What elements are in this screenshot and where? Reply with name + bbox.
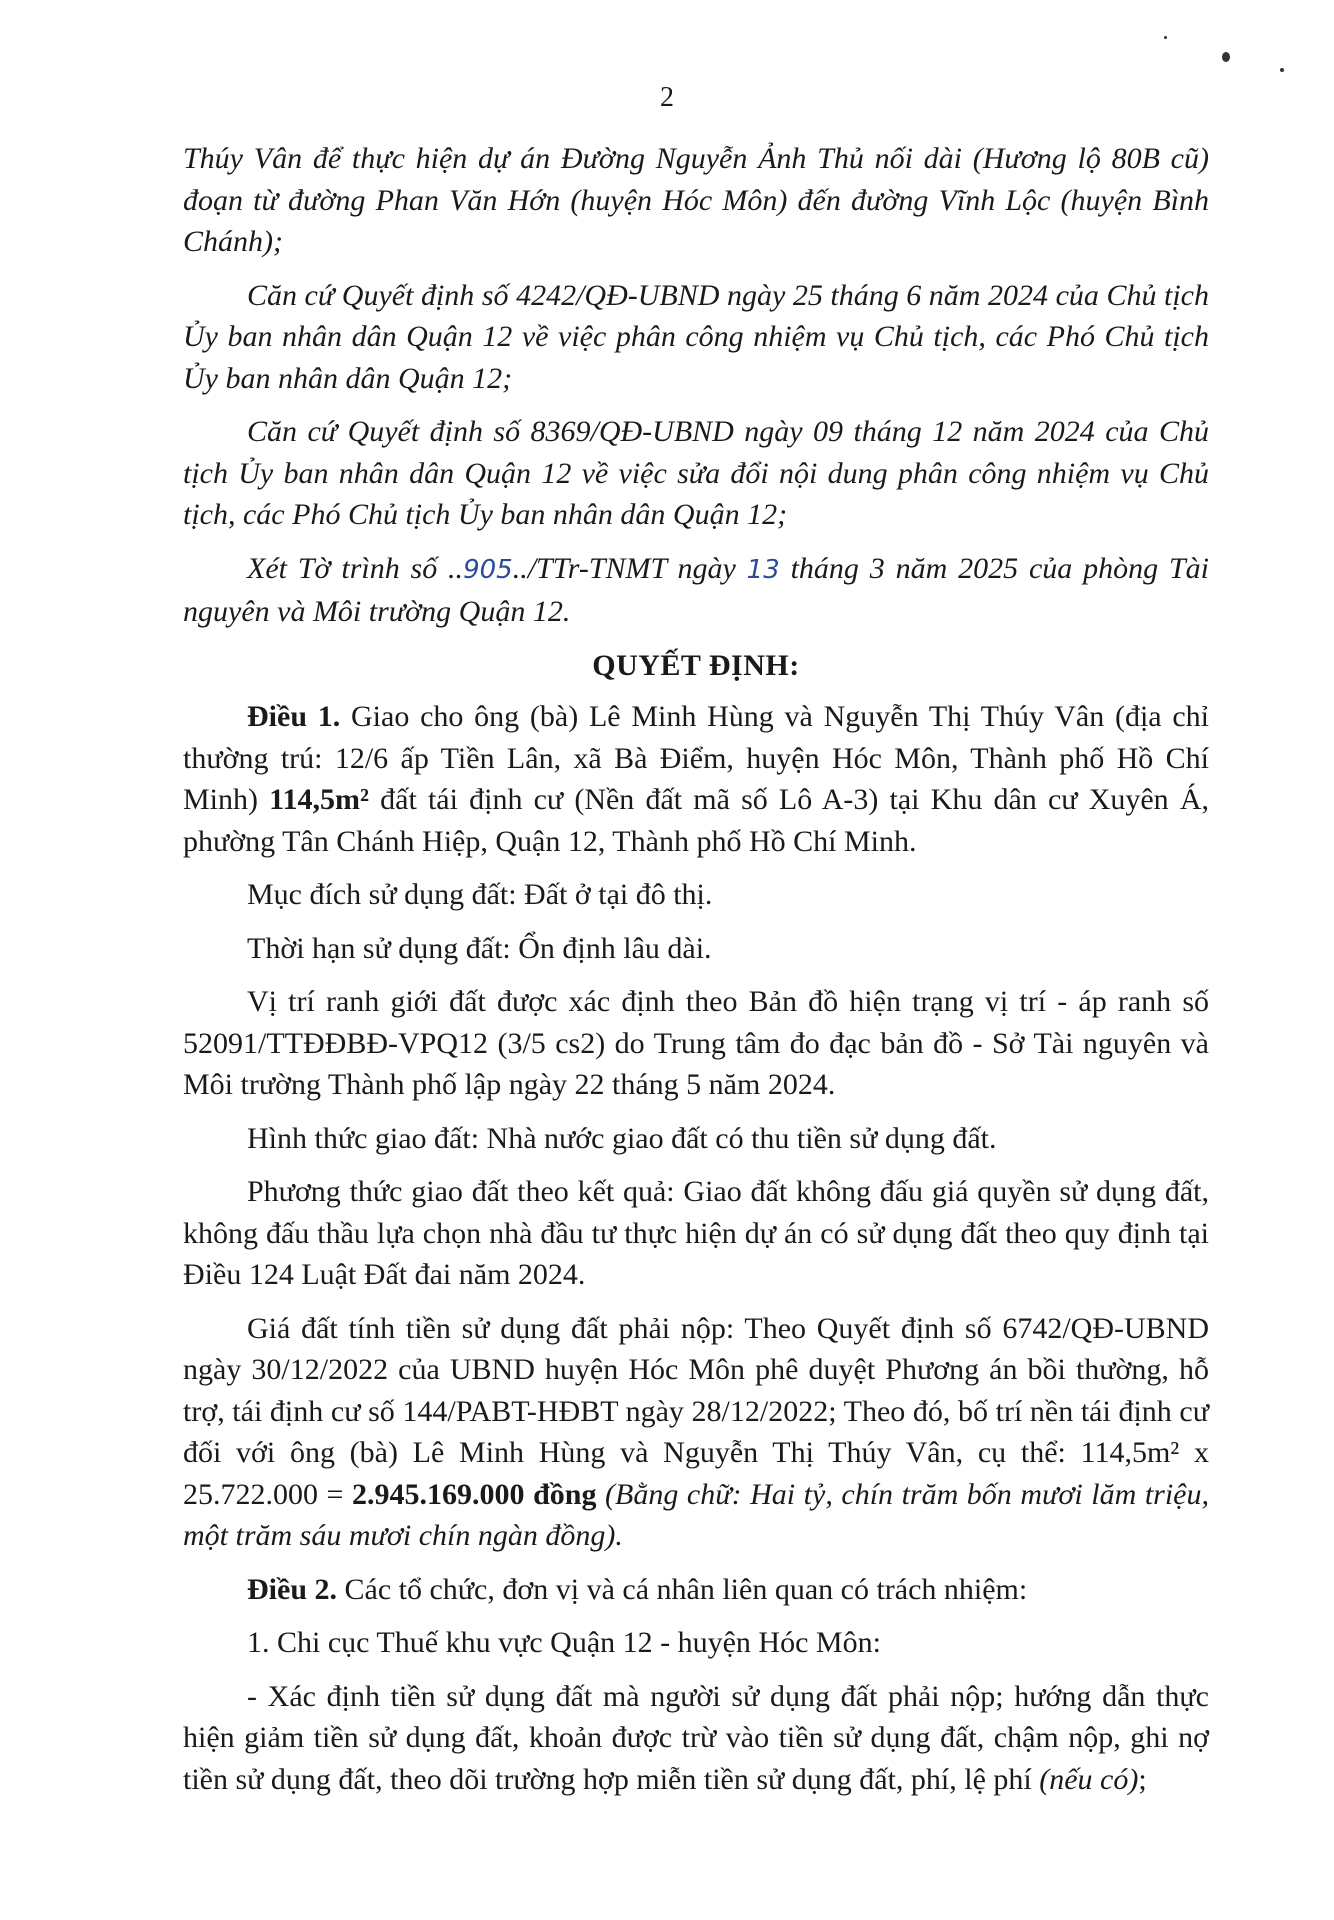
price-in-words: (Bằng chữ: Hai tỷ, chín trăm bốn mươi lăm triệu, một trăm sáu mươi chín ngàn đồng). (183, 1477, 1210, 1552)
article-2: Điều 2. Các tổ chức, đơn vị và cá nhân liên quan có trách nhiệm: (247, 1572, 1028, 1606)
decision-heading: QUYẾT ĐỊNH: (592, 648, 800, 682)
article-1-label: Điều 1. (247, 700, 341, 733)
price-total: 2.945.169.000 đồng (352, 1477, 597, 1511)
page-number: 2 (660, 82, 674, 113)
land-form: Hình thức giao đất: Nhà nước giao đất có thu tiền sử dụng đất. (247, 1121, 997, 1155)
item-1: 1. Chi cục Thuế khu vực Quận 12 - huyện Hóc Môn: (247, 1626, 881, 1659)
handwritten-day: 13 (746, 554, 780, 585)
document-body (183, 138, 1209, 1812)
article-1: Điều 1. Giao cho ông (bà) Lê Minh Hùng và Nguyễn Thị Thúy Vân (địa chỉ thường trú: 12/6 ấp Tiền Lân, xã Bà Điểm, huyện Hóc Môn, Thành phố Hồ Chí Minh) 114,5m² đất tái định cư (Nền đất mã số Lô A-3) tại Khu dân cư Xuyên Á, phường Tân Chánh Hiệp, Quận 12, Thành phố Hồ Chí Minh. (183, 700, 1210, 858)
item-1-detail: - Xác định tiền sử dụng đất mà người sử dụng đất phải nộp; hướng dẫn thực hiện giảm tiền sử dụng đất, khoản được trừ vào tiền sử dụng đất, chậm nộp, ghi nợ tiền sử dụng đất, theo dõi trường hợp miễn tiền sử dụng đất, phí, lệ phí (nếu có); (183, 1679, 1209, 1796)
land-price: Giá đất tính tiền sử dụng đất phải nộp: Theo Quyết định số 6742/QĐ-UBND ngày 30/12/2022 của UBND huyện Hóc Môn phê duyệt Phương án bồi thường, hỗ trợ, tái định cư số 144/PABT-HĐBT ngày 28/12/2022; Theo đó, bố trí nền tái định cư đối với ông (bà) Lê Minh Hùng và Nguyễn Thị Thúy Vân, cụ thể: 114,5m² x 25.722.000 = 2.945.169.000 đồng (Bằng chữ: Hai tỷ, chín trăm bốn mươi lăm triệu, một trăm sáu mươi chín ngàn đồng). (183, 1311, 1210, 1552)
paragraph-submission: Xét Tờ trình số ..905../TTr-TNMT ngày 13 tháng 3 năm 2025 của phòng Tài nguyên và Môi trường Quận 12. (183, 551, 1209, 628)
land-method: Phương thức giao đất theo kết quả: Giao đất không đấu giá quyền sử dụng đất, không đấu thầu lựa chọn nhà đầu tư thực hiện dự án có sử dụng đất theo quy định tại Điều 124 Luật Đất đai năm 2024. (183, 1175, 1209, 1291)
handwritten-number: 905 (463, 554, 513, 585)
paragraph-decision-8369: Căn cứ Quyết định số 8369/QĐ-UBND ngày 09 tháng 12 năm 2024 của Chủ tịch Ủy ban nhân dân Quận 12 về việc sửa đổi nội dung phân công nhiệm vụ Chủ tịch, các Phó Chủ tịch Ủy ban nhân dân Quận 12; (183, 415, 1209, 531)
land-area: 114,5m² (269, 783, 369, 816)
paragraph-project-ref: Thúy Vân để thực hiện dự án Đường Nguyễn Ảnh Thủ nối dài (Hương lộ 80B cũ) đoạn từ đường Phan Văn Hớn (huyện Hóc Môn) đến đường Vĩnh Lộc (huyện Bình Chánh); (183, 142, 1209, 258)
land-location: Vị trí ranh giới đất được xác định theo Bản đồ hiện trạng vị trí - áp ranh số 52091/TTĐĐBĐ-VPQ12 (3/5 cs2) do Trung tâm đo đạc bản đồ - Sở Tài nguyên và Môi trường Thành phố lập ngày 22 tháng 5 năm 2024. (183, 985, 1209, 1101)
land-term: Thời hạn sử dụng đất: Ổn định lâu dài. (247, 931, 712, 965)
article-2-label: Điều 2. (247, 1572, 337, 1606)
land-purpose: Mục đích sử dụng đất: Đất ở tại đô thị. (247, 878, 713, 911)
paragraph-decision-4242: Căn cứ Quyết định số 4242/QĐ-UBND ngày 25 tháng 6 năm 2024 của Chủ tịch Ủy ban nhân dân Quận 12 về việc phân công nhiệm vụ Chủ tịch, các Phó Chủ tịch Ủy ban nhân dân Quận 12; (183, 278, 1209, 395)
